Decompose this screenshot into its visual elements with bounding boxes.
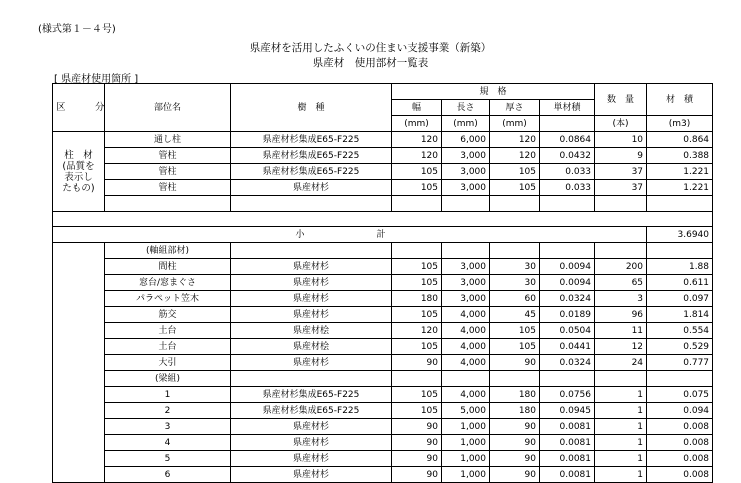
empty-cell (392, 196, 442, 212)
table-row (53, 307, 713, 323)
empty-cell (647, 196, 713, 212)
table-row (53, 339, 713, 355)
cell-width: 120 (392, 148, 442, 164)
cell-quantity: 37 (595, 164, 647, 180)
cell-unit-volume: 0.033 (540, 164, 595, 180)
cell-unit-volume: 0.0945 (540, 403, 595, 419)
cell-thickness: 180 (490, 403, 540, 419)
header-unit-volume: 単材積 (540, 100, 595, 116)
cell-part: 土台 (105, 323, 231, 339)
cell-unit-volume: 0.0504 (540, 323, 595, 339)
cell-width: 90 (392, 419, 442, 435)
cell-width: 105 (392, 164, 442, 180)
beam-label: (梁組) (105, 371, 231, 387)
cell-length: 3,000 (442, 259, 490, 275)
cell-thickness: 90 (490, 451, 540, 467)
cell-length: 4,000 (442, 387, 490, 403)
cell-quantity: 1 (595, 467, 647, 483)
cell-length: 1,000 (442, 467, 490, 483)
cell-quantity: 3 (595, 291, 647, 307)
cell-volume: 0.008 (647, 467, 713, 483)
empty-cell (490, 371, 540, 387)
cell-thickness: 105 (490, 339, 540, 355)
cell-width: 90 (392, 435, 442, 451)
table-row (53, 387, 713, 403)
cell-volume: 1.88 (647, 259, 713, 275)
cell-unit-volume: 0.0432 (540, 148, 595, 164)
empty-cell (442, 196, 490, 212)
empty-cell (442, 371, 490, 387)
cell-part: 大引 (105, 355, 231, 371)
table-row (53, 132, 713, 148)
header-unit-blank (540, 116, 595, 132)
empty-cell (231, 243, 392, 259)
section-label: [ 県産材使用箇所 ] (54, 74, 139, 85)
cell-unit-volume: 0.0441 (540, 339, 595, 355)
cell-part: 筋交 (105, 307, 231, 323)
table-row (53, 467, 713, 483)
header-unit-pcs: (本) (595, 116, 647, 132)
empty-cell (647, 243, 713, 259)
cell-quantity: 37 (595, 180, 647, 196)
empty-cell (231, 196, 392, 212)
cell-length: 4,000 (442, 339, 490, 355)
cell-unit-volume: 0.0081 (540, 451, 595, 467)
empty-cell (647, 371, 713, 387)
cell-volume: 0.097 (647, 291, 713, 307)
cell-species: 県産材杉 (231, 451, 392, 467)
cell-quantity: 65 (595, 275, 647, 291)
subtotal-label: 小 計 (53, 227, 647, 243)
pillar-label-line: (品質を (62, 160, 95, 172)
cell-part: 管柱 (105, 180, 231, 196)
header-part-name: 部位名 (105, 84, 231, 132)
materials-table (52, 83, 713, 483)
cell-part: 間柱 (105, 259, 231, 275)
empty-cell (392, 371, 442, 387)
cell-species: 県産材杉 (231, 467, 392, 483)
table-row (53, 355, 713, 371)
cell-volume: 0.777 (647, 355, 713, 371)
pillar-label-line: 柱 材 (64, 149, 93, 161)
cell-width: 105 (392, 307, 442, 323)
pillar-label-line: 表示し (64, 171, 93, 183)
cell-species: 県産材杉 (231, 355, 392, 371)
header-width: 幅 (392, 100, 442, 116)
cell-thickness: 90 (490, 419, 540, 435)
cell-part: 3 (105, 419, 231, 435)
cell-volume: 0.529 (647, 339, 713, 355)
cell-part: 6 (105, 467, 231, 483)
empty-cell (540, 243, 595, 259)
cell-width: 105 (392, 403, 442, 419)
cell-length: 3,000 (442, 164, 490, 180)
cell-quantity: 1 (595, 387, 647, 403)
cell-part: 管柱 (105, 148, 231, 164)
table-row (53, 148, 713, 164)
cell-unit-volume: 0.0324 (540, 355, 595, 371)
pillar-section-label (53, 132, 105, 212)
empty-cell (540, 196, 595, 212)
cell-thickness: 180 (490, 387, 540, 403)
cell-volume: 0.008 (647, 419, 713, 435)
header-unit-mm: (mm) (392, 116, 442, 132)
subtotal-row (53, 227, 713, 243)
cell-unit-volume: 0.0081 (540, 419, 595, 435)
cell-species: 県産材杉 (231, 259, 392, 275)
cell-length: 5,000 (442, 403, 490, 419)
cell-width: 105 (392, 180, 442, 196)
cell-quantity: 96 (595, 307, 647, 323)
cell-volume: 1.221 (647, 164, 713, 180)
cell-length: 4,000 (442, 355, 490, 371)
cell-species: 県産材杉集成E65-F225 (231, 148, 392, 164)
empty-cell (595, 243, 647, 259)
cell-species: 県産材杉 (231, 291, 392, 307)
cell-volume: 1.814 (647, 307, 713, 323)
cell-species: 県産材杉集成E65-F225 (231, 403, 392, 419)
cell-thickness: 90 (490, 467, 540, 483)
cell-part: 2 (105, 403, 231, 419)
cell-length: 3,000 (442, 291, 490, 307)
cell-species: 県産材杉集成E65-F225 (231, 164, 392, 180)
beam-label-row (53, 371, 713, 387)
cell-part: パラペット笠木 (105, 291, 231, 307)
table-row (53, 291, 713, 307)
header-kubun: 区 分 (53, 84, 105, 132)
cell-length: 1,000 (442, 451, 490, 467)
gap-cell (53, 212, 713, 227)
cell-width: 105 (392, 339, 442, 355)
header-row-1 (53, 84, 713, 100)
table-row (53, 323, 713, 339)
empty-cell (392, 243, 442, 259)
cell-length: 3,000 (442, 180, 490, 196)
cell-width: 180 (392, 291, 442, 307)
cell-volume: 1.221 (647, 180, 713, 196)
cell-length: 4,000 (442, 307, 490, 323)
cell-length: 6,000 (442, 132, 490, 148)
empty-cell (595, 371, 647, 387)
table-row (53, 259, 713, 275)
cell-length: 1,000 (442, 435, 490, 451)
cell-quantity: 11 (595, 323, 647, 339)
cell-species: 県産材桧 (231, 323, 392, 339)
cell-width: 90 (392, 355, 442, 371)
cell-volume: 0.388 (647, 148, 713, 164)
empty-cell (231, 371, 392, 387)
cell-volume: 0.554 (647, 323, 713, 339)
cell-volume: 0.008 (647, 435, 713, 451)
cell-thickness: 30 (490, 275, 540, 291)
table-row (53, 419, 713, 435)
cell-part: 4 (105, 435, 231, 451)
cell-thickness: 105 (490, 164, 540, 180)
cell-unit-volume: 0.0081 (540, 467, 595, 483)
cell-species: 県産材杉 (231, 275, 392, 291)
cell-part: 管柱 (105, 164, 231, 180)
cell-unit-volume: 0.0864 (540, 132, 595, 148)
cell-length: 1,000 (442, 419, 490, 435)
cell-part: 窓台/窓まぐさ (105, 275, 231, 291)
cell-thickness: 90 (490, 355, 540, 371)
cell-quantity: 12 (595, 339, 647, 355)
empty-cell (490, 196, 540, 212)
header-length: 長さ (442, 100, 490, 116)
cell-thickness: 60 (490, 291, 540, 307)
cell-volume: 0.075 (647, 387, 713, 403)
cell-quantity: 1 (595, 451, 647, 467)
gap-row (53, 212, 713, 227)
table-row (53, 451, 713, 467)
header-quantity: 数 量 (595, 84, 647, 116)
cell-species: 県産材杉 (231, 180, 392, 196)
pillar-label-line: たもの) (62, 182, 95, 194)
cell-width: 105 (392, 387, 442, 403)
cell-quantity: 1 (595, 403, 647, 419)
cell-part: 5 (105, 451, 231, 467)
form-number: (様式第１－４号) (38, 24, 116, 35)
cell-volume: 0.611 (647, 275, 713, 291)
cell-width: 90 (392, 451, 442, 467)
cell-length: 4,000 (442, 323, 490, 339)
header-spec: 規 格 (392, 84, 595, 100)
cell-width: 120 (392, 132, 442, 148)
cell-quantity: 200 (595, 259, 647, 275)
cell-thickness: 105 (490, 323, 540, 339)
table-row (53, 164, 713, 180)
cell-part: 通し柱 (105, 132, 231, 148)
empty-cell (490, 243, 540, 259)
cell-thickness: 30 (490, 259, 540, 275)
cell-species: 県産材桧 (231, 339, 392, 355)
document-title: 県産材を活用したふくいの住まい支援事業（新築） (249, 42, 492, 54)
header-unit-m3: (m3) (647, 116, 713, 132)
cell-part: 土台 (105, 339, 231, 355)
cell-quantity: 1 (595, 435, 647, 451)
cell-volume: 0.008 (647, 451, 713, 467)
cell-unit-volume: 0.0756 (540, 387, 595, 403)
cell-unit-volume: 0.0094 (540, 275, 595, 291)
cell-volume: 0.864 (647, 132, 713, 148)
cell-quantity: 1 (595, 419, 647, 435)
subtotal-value: 3.6940 (647, 227, 713, 243)
header-volume: 材 積 (647, 84, 713, 116)
table-row (53, 403, 713, 419)
framing-label-row (53, 243, 713, 259)
empty-cell (442, 243, 490, 259)
cell-volume: 0.094 (647, 403, 713, 419)
cell-thickness: 120 (490, 148, 540, 164)
cell-species: 県産材杉集成E65-F225 (231, 387, 392, 403)
framing-label: (軸組部材) (105, 243, 231, 259)
cell-part: 1 (105, 387, 231, 403)
empty-cell (105, 196, 231, 212)
cell-width: 105 (392, 259, 442, 275)
cell-unit-volume: 0.033 (540, 180, 595, 196)
cell-quantity: 24 (595, 355, 647, 371)
cell-unit-volume: 0.0081 (540, 435, 595, 451)
cell-species: 県産材杉 (231, 435, 392, 451)
header-unit-mm: (mm) (490, 116, 540, 132)
cell-unit-volume: 0.0324 (540, 291, 595, 307)
cell-width: 105 (392, 275, 442, 291)
cell-thickness: 45 (490, 307, 540, 323)
cell-species: 県産材杉集成E65-F225 (231, 132, 392, 148)
cell-length: 3,000 (442, 275, 490, 291)
cell-length: 3,000 (442, 148, 490, 164)
cell-thickness: 90 (490, 435, 540, 451)
table-row (53, 275, 713, 291)
table-row (53, 435, 713, 451)
cell-quantity: 9 (595, 148, 647, 164)
cell-width: 90 (392, 467, 442, 483)
empty-cell (540, 371, 595, 387)
lower-section-label (53, 243, 105, 483)
header-unit-mm: (mm) (442, 116, 490, 132)
cell-thickness: 105 (490, 180, 540, 196)
cell-width: 120 (392, 323, 442, 339)
cell-unit-volume: 0.0094 (540, 259, 595, 275)
empty-cell (595, 196, 647, 212)
header-species: 樹 種 (231, 84, 392, 132)
document-subtitle: 県産材 使用部材一覧表 (312, 57, 429, 69)
header-thickness: 厚さ (490, 100, 540, 116)
cell-quantity: 10 (595, 132, 647, 148)
cell-thickness: 120 (490, 132, 540, 148)
blank-row (53, 196, 713, 212)
table-row (53, 180, 713, 196)
cell-species: 県産材杉 (231, 307, 392, 323)
cell-unit-volume: 0.0189 (540, 307, 595, 323)
cell-species: 県産材杉 (231, 419, 392, 435)
